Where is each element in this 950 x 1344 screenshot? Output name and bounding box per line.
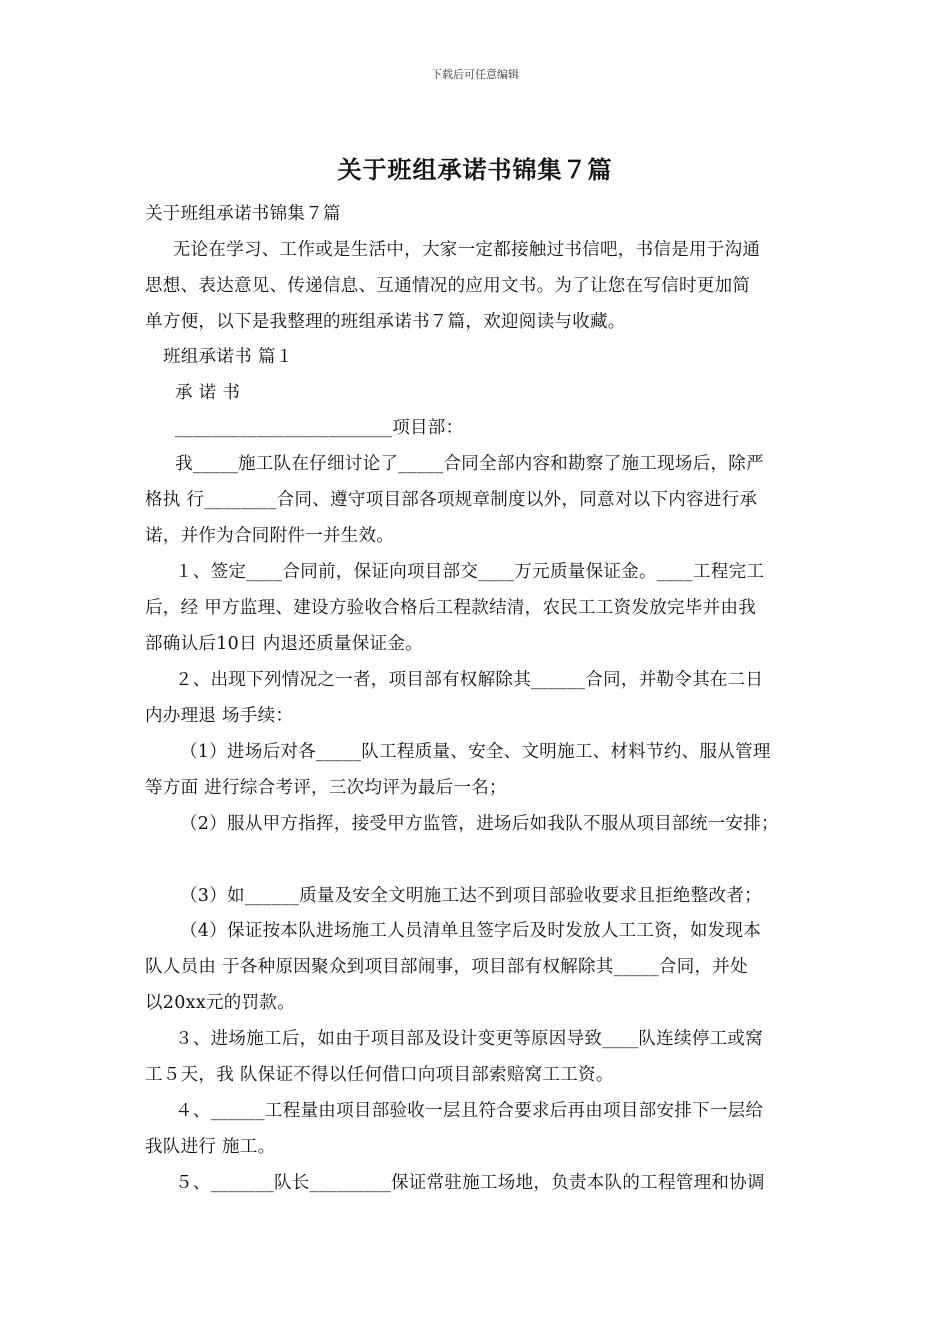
paragraph-line: 等方面 进行综合考评，三次均评为最后一名； (145, 778, 507, 798)
list-item: ３、进场施工后，如由于项目部及设计变更等原因导致____队连续停工或窝 (175, 1029, 763, 1049)
paragraph-line: 内办理退 场手续： (145, 706, 294, 726)
paragraph-line: 诺，并作为合同附件一并生效。 (145, 526, 395, 546)
paragraph-line: 我队进行 施工。 (145, 1137, 276, 1157)
paragraph-line: 我_____施工队在仔细讨论了_____合同全部内容和勘察了施工现场后，除严 (175, 454, 764, 474)
paragraph-line: 无论在学习、工作或是生活中，大家一定都接触过书信吧，书信是用于沟通 (155, 240, 761, 260)
list-item: （4）保证按本队进场施工人员清单且签字后及时发放人工工资，如发现本 (180, 921, 762, 941)
list-item: ４、______工程量由项目部验收一层且符合要求后再由项目部安排下一层给 (175, 1101, 764, 1121)
paragraph-line: 工５天，我 队保证不得以任何借口向项目部索赔窝工工资。 (145, 1065, 614, 1085)
list-item: ２、出现下列情况之一者，项目部有权解除其______合同，并勒令其在二日 (175, 670, 764, 690)
list-item: １、签定____合同前，保证向项目部交____万元质量保证金。____工程完工 (175, 562, 765, 582)
paragraph-line: 格执 行________合同、遵守项目部各项规章制度以外，同意对以下内容进行承 (145, 490, 758, 510)
paragraph-line: 以20xx元的罚款。 (145, 993, 296, 1013)
header-note: 下载后可任意编辑 (431, 68, 519, 81)
letter-heading: 承 诺 书 (175, 383, 241, 403)
list-item: （2）服从甲方指挥，接受甲方监管，进场后如我队不服从项目部统一安排； (180, 814, 779, 834)
list-item: （3）如______质量及安全文明施工达不到项目部验收要求且拒绝整改者； (180, 886, 762, 906)
paragraph-line: 后，经 甲方监理、建设方验收合格后工程款结清，农民工工资发放完毕并由我 (145, 598, 757, 618)
section-heading: 班组承诺书 篇１ (163, 347, 294, 367)
paragraph-line: 单方便，以下是我整理的班组承诺书７篇，欢迎阅读与收藏。 (145, 312, 626, 332)
addressee-line: ________________________项目部： (175, 418, 464, 438)
list-item: （1）进场后对各_____队工程质量、安全、文明施工、材料节约、服从管理 (180, 742, 771, 762)
subtitle-line: 关于班组承诺书锦集７篇 (145, 204, 341, 224)
document-title: 关于班组承诺书锦集７篇 (337, 155, 613, 184)
paragraph-line: 部确认后10日 内退还质量保证金。 (145, 634, 423, 654)
paragraph-line: 思想、表达意见、传递信息、互通情况的应用文书。为了让您在写信时更加简 (145, 276, 751, 296)
list-item: ５、_______队长_________保证常驻施工场地，负责本队的工程管理和协调 (175, 1173, 765, 1193)
paragraph-line: 队人员由 于各种原因聚众到项目部闹事，项目部有权解除其_____合同，并处 (145, 957, 748, 977)
